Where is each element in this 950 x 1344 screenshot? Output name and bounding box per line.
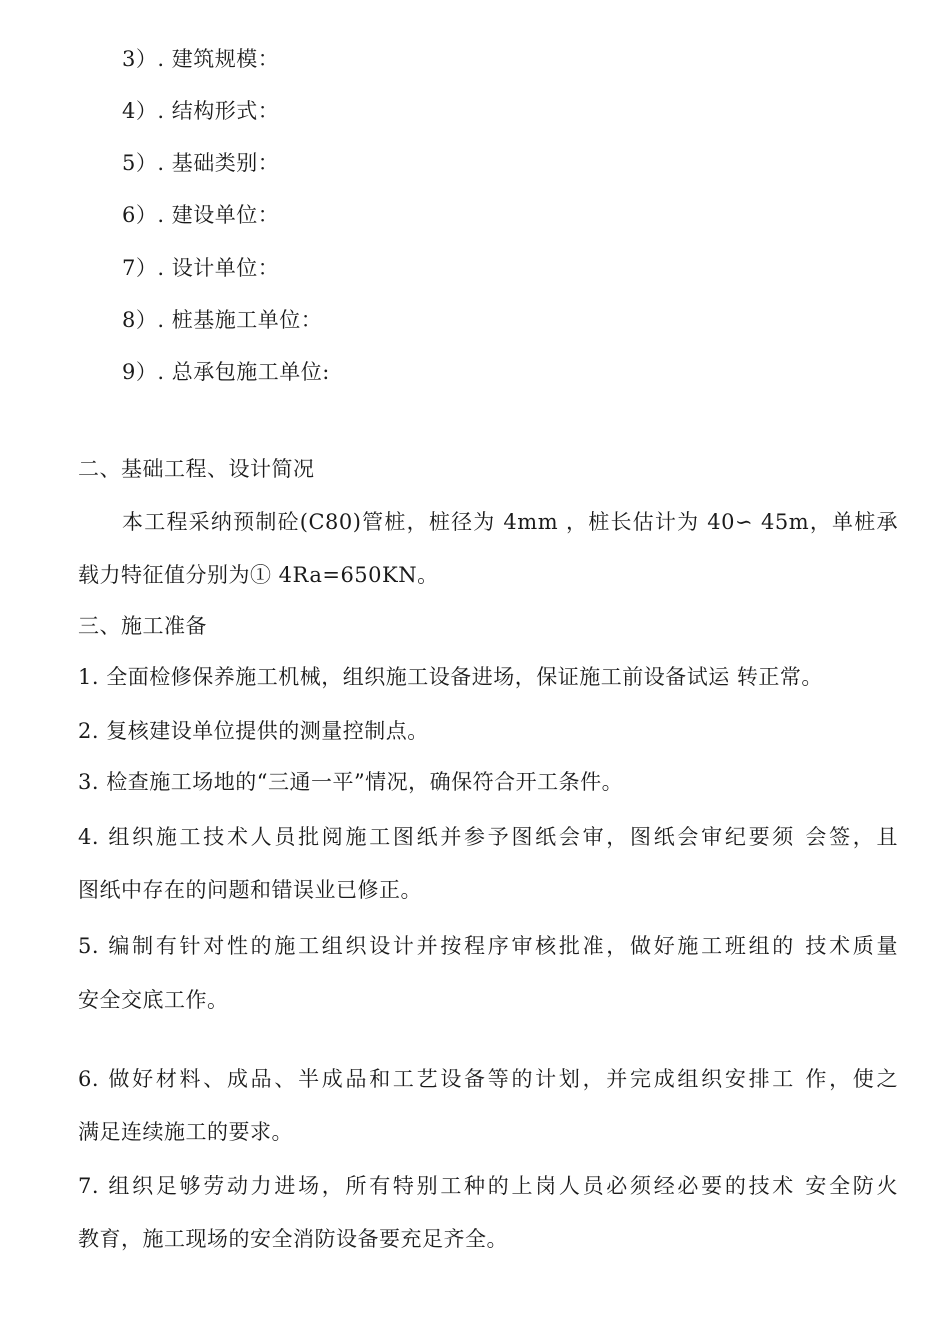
section3-item-7-line2: 教育，施工现场的安全消防设备要充足齐全。	[78, 1227, 508, 1251]
section2-heading: 二、基础工程、设计简况	[78, 457, 315, 481]
section3-item-4-line2: 图纸中存在的问题和错误业已修正。	[78, 878, 422, 902]
section3-heading: 三、施工准备	[78, 614, 207, 638]
project-info-item-owner: 6）. 建设单位：	[122, 203, 280, 227]
section3-item-5-line2: 安全交底工作。	[78, 988, 229, 1012]
section3-item-2: 2. 复核建设单位提供的测量控制点。	[78, 719, 429, 743]
section3-item-3: 3. 检查施工场地的“三通一平”情况，确保符合开工条件。	[78, 770, 624, 794]
section2-paragraph-line2: 载力特征值分别为① 4Ra=650KN。	[78, 563, 439, 587]
project-info-item-general-contractor: 9）. 总承包施工单位:	[122, 360, 330, 384]
section3-item-6-line1: 6. 做好材料、成品、半成品和工艺设备等的计划，并完成组织安排工 作，使之	[78, 1067, 898, 1091]
project-info-item-foundation-type: 5）. 基础类别：	[122, 151, 280, 175]
section3-item-4-line1: 4. 组织施工技术人员批阅施工图纸并参予图纸会审，图纸会审纪要须 会签，且	[78, 825, 898, 849]
project-info-item-designer: 7）. 设计单位：	[122, 256, 280, 280]
section2-paragraph-line1: 本工程采纳预制砼(C80)管桩，桩径为 4mm ，桩长估计为 40∽ 45m，单桩承	[122, 510, 898, 534]
section3-item-5-line1: 5. 编制有针对性的施工组织设计并按程序审核批准，做好施工班组的 技术质量	[78, 934, 898, 958]
project-info-item-pile-contractor: 8）. 桩基施工单位：	[122, 308, 323, 332]
section3-item-1: 1. 全面检修保养施工机械，组织施工设备进场，保证施工前设备试运 转正常。	[78, 665, 823, 689]
project-info-item-scale: 3）. 建筑规模：	[122, 47, 280, 71]
project-info-item-structure: 4）. 结构形式：	[122, 99, 280, 123]
section3-item-6-line2: 满足连续施工的要求。	[78, 1120, 293, 1144]
section3-item-7-line1: 7. 组织足够劳动力进场，所有特别工种的上岗人员必须经必要的技术 安全防火	[78, 1174, 898, 1198]
